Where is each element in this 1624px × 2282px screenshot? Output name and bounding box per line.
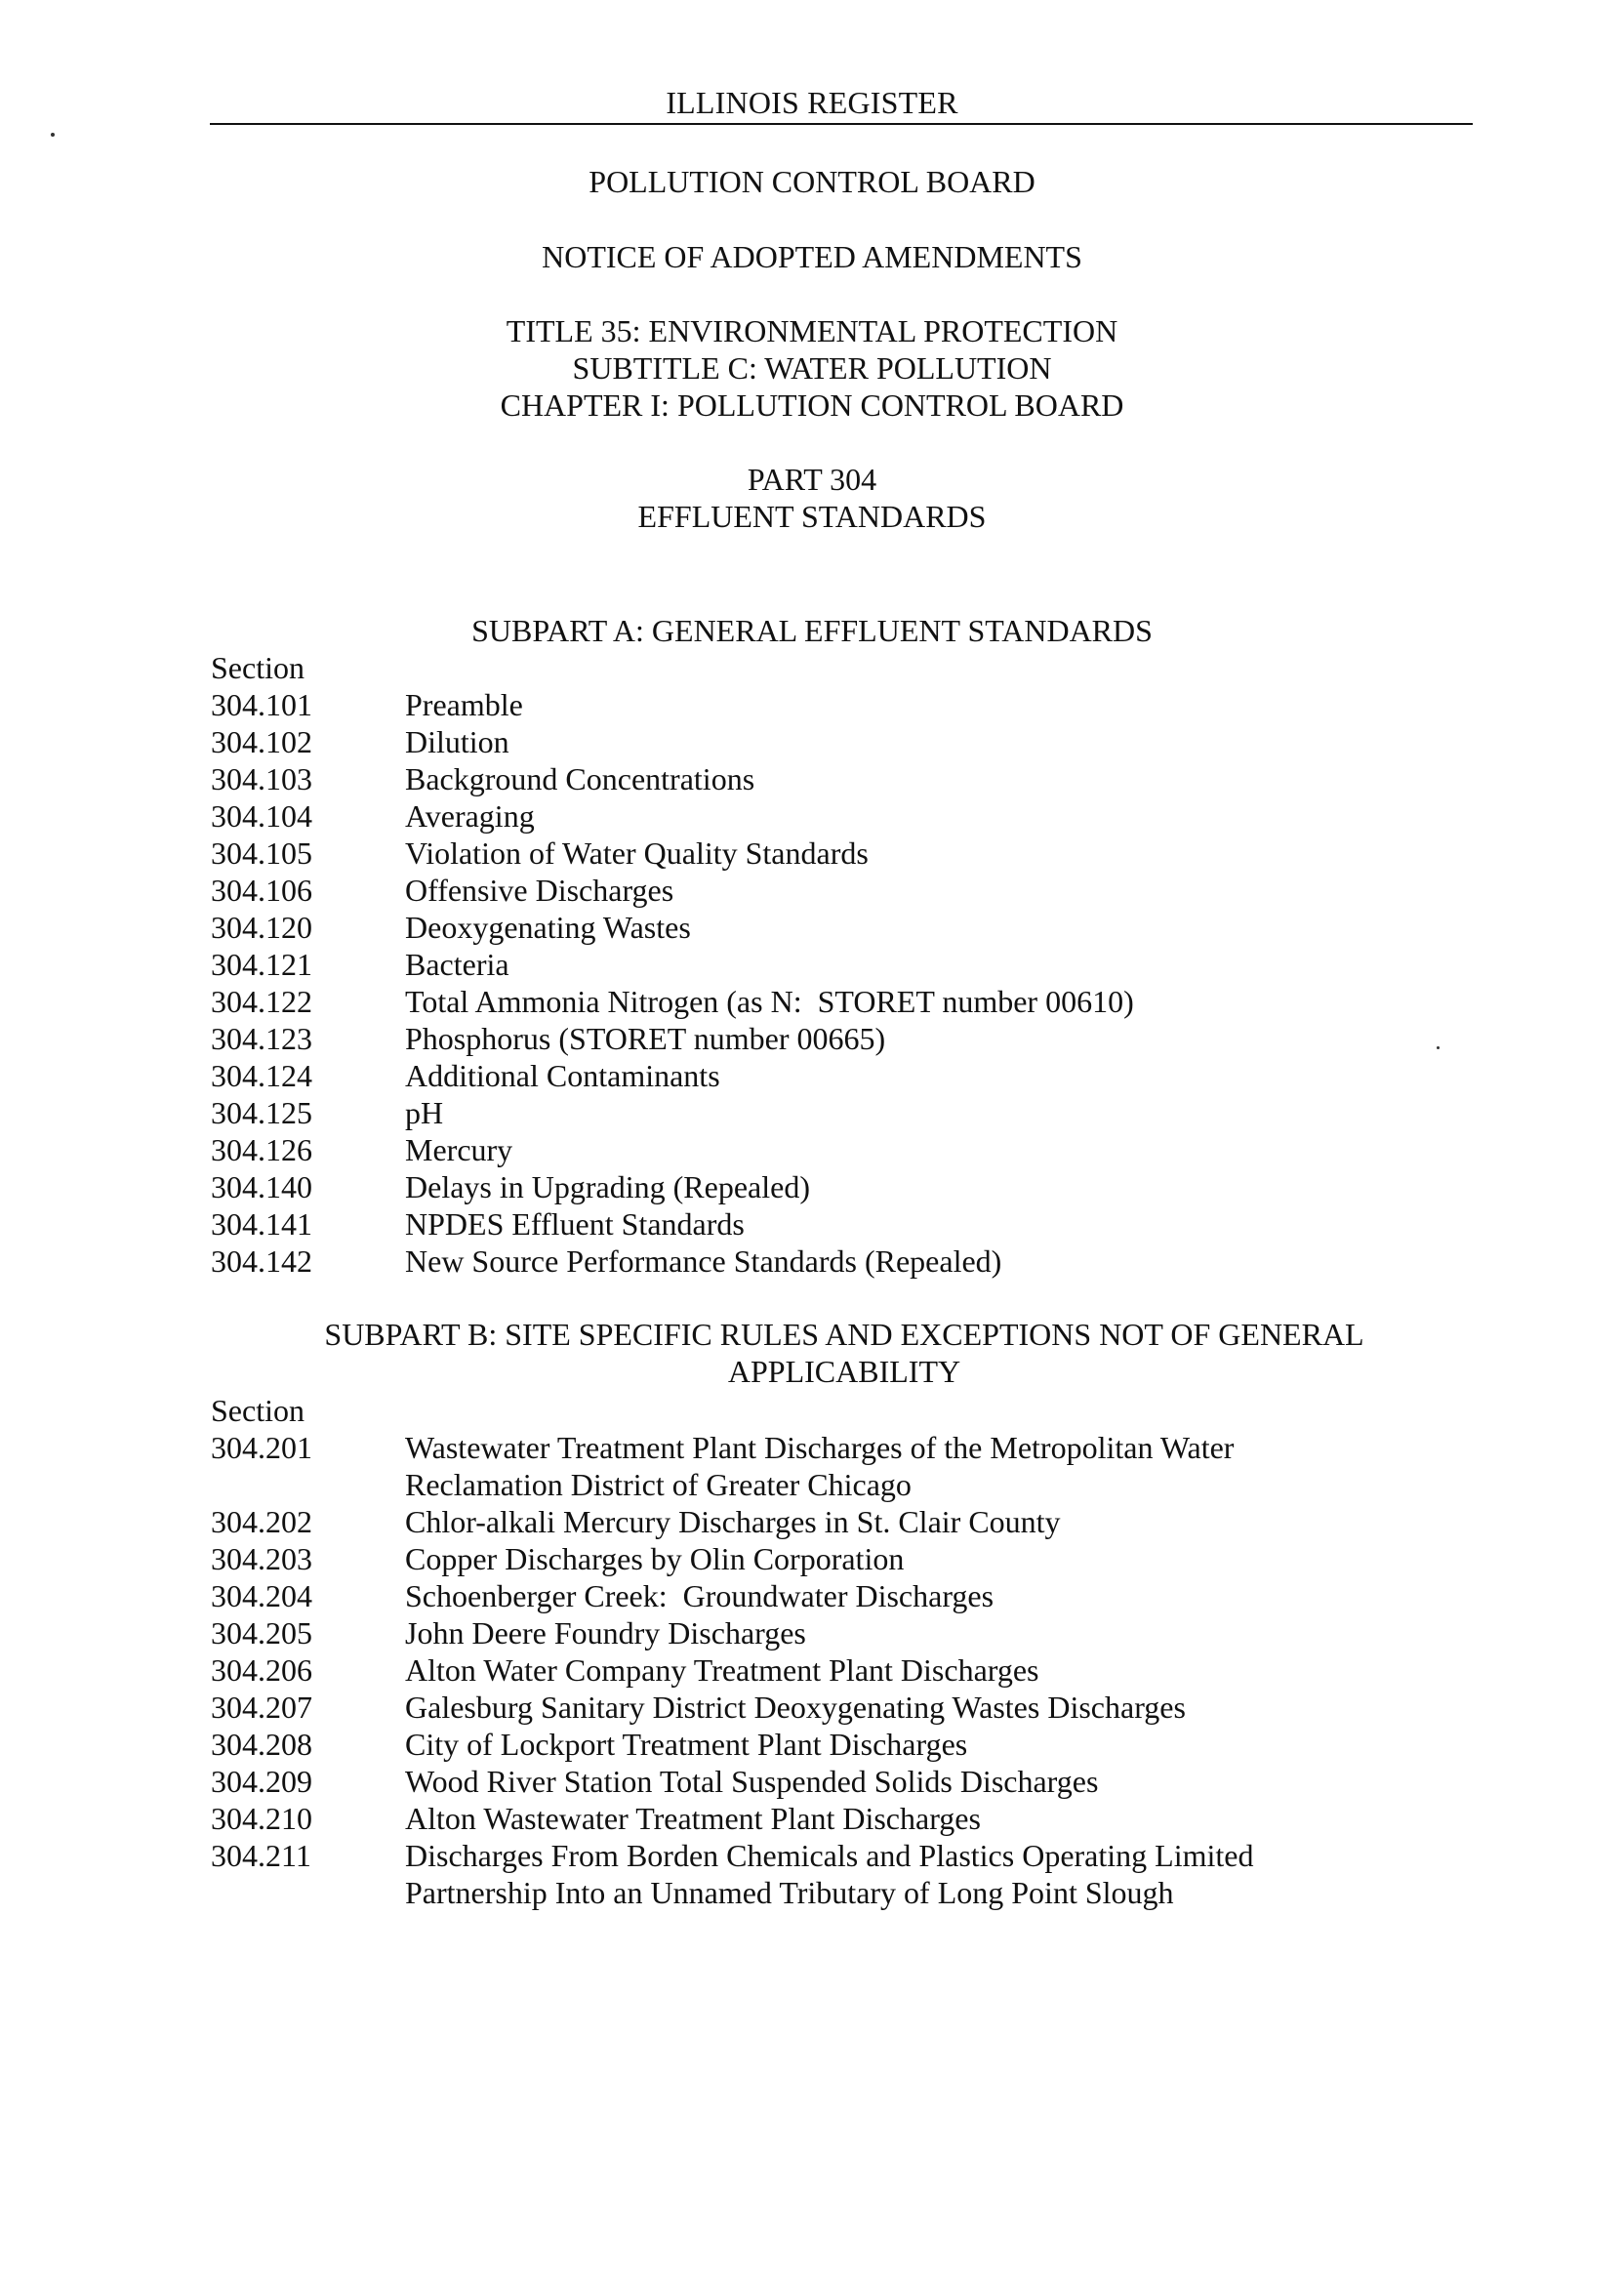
subpart-b-heading-line: APPLICABILITY [727, 1354, 961, 1389]
section-title-line: Partnership Into an Unnamed Tributary of Long Point Slough [405, 1875, 1174, 1910]
section-number: 304.203 [211, 1541, 312, 1576]
part-number-heading: PART 304 [747, 462, 877, 497]
section-number: 304.210 [211, 1801, 312, 1836]
section-number: 304.140 [211, 1169, 312, 1204]
section-row [211, 760, 1382, 797]
chapter-heading: CHAPTER I: POLLUTION CONTROL BOARD [500, 387, 1124, 423]
subpart-a-heading: SUBPART A: GENERAL EFFLUENT STANDARDS [471, 613, 1153, 648]
section-number: 304.106 [211, 873, 312, 908]
section-title: Alton Wastewater Treatment Plant Discharges [405, 1801, 981, 1836]
section-number: 304.201 [211, 1430, 312, 1465]
section-number: 304.141 [211, 1206, 312, 1242]
section-row [211, 1726, 1382, 1763]
section-number: 304.120 [211, 910, 312, 945]
section-number: 304.206 [211, 1652, 312, 1688]
part-name-heading: EFFLUENT STANDARDS [637, 499, 987, 534]
section-title-line: Wastewater Treatment Plant Discharges of the Metropolitan Water [405, 1430, 1235, 1465]
section-row [211, 797, 1382, 835]
section-title: New Source Performance Standards (Repealed) [405, 1243, 1002, 1279]
section-number: 304.101 [211, 687, 312, 722]
subtitle-heading: SUBTITLE C: WATER POLLUTION [572, 350, 1052, 386]
notice-heading: NOTICE OF ADOPTED AMENDMENTS [542, 239, 1082, 274]
section-number: 304.122 [211, 984, 312, 1019]
section-row [211, 909, 1382, 946]
register-title: ILLINOIS REGISTER [666, 85, 958, 120]
section-number: 304.208 [211, 1727, 312, 1762]
section-row [211, 1243, 1382, 1280]
section-title: Preamble [405, 687, 523, 722]
section-title: Copper Discharges by Olin Corporation [405, 1541, 905, 1576]
section-row [211, 1168, 1382, 1205]
section-number: 304.204 [211, 1578, 312, 1613]
section-number: 304.205 [211, 1615, 312, 1650]
section-number: 304.121 [211, 947, 312, 982]
section-row [211, 835, 1382, 872]
section-row [211, 872, 1382, 909]
section-title [405, 1429, 1382, 1503]
section-title: Bacteria [405, 947, 509, 982]
subpart-b-section-label: Section [211, 1393, 304, 1428]
section-title: Wood River Station Total Suspended Solids Discharges [405, 1764, 1099, 1799]
section-row [211, 1577, 1382, 1614]
section-title: Chlor-alkali Mercury Discharges in St. Clair County [405, 1504, 1061, 1539]
section-number: 304.105 [211, 835, 312, 871]
section-title [405, 1837, 1382, 1911]
section-title: Dilution [405, 724, 509, 759]
subpart-b-heading-line: SUBPART B: SITE SPECIFIC RULES AND EXCEPTIONS NOT OF GENERAL [324, 1317, 1364, 1352]
section-row [211, 1800, 1382, 1837]
section-number: 304.104 [211, 798, 312, 834]
header-rule [210, 123, 1473, 125]
section-row [211, 1837, 1382, 1911]
section-number: 304.207 [211, 1690, 312, 1725]
section-number: 304.125 [211, 1095, 312, 1130]
section-title: Deoxygenating Wastes [405, 910, 691, 945]
section-title: Alton Water Company Treatment Plant Discharges [405, 1652, 1039, 1688]
section-row [211, 1020, 1382, 1057]
section-row [211, 1503, 1382, 1540]
section-row [211, 1429, 1382, 1503]
board-heading: POLLUTION CONTROL BOARD [589, 164, 1035, 199]
section-title: Total Ammonia Nitrogen (as N: STORET number 00610) [405, 984, 1134, 1019]
section-title-line: Discharges From Borden Chemicals and Plastics Operating Limited [405, 1838, 1254, 1873]
section-title: Additional Contaminants [405, 1058, 720, 1093]
title-heading: TITLE 35: ENVIRONMENTAL PROTECTION [506, 313, 1118, 348]
section-title: Galesburg Sanitary District Deoxygenating Wastes Discharges [405, 1690, 1186, 1725]
section-row [211, 1205, 1382, 1243]
section-row [211, 1057, 1382, 1094]
section-number: 304.102 [211, 724, 312, 759]
section-row [211, 983, 1382, 1020]
section-row [211, 686, 1382, 723]
section-title: Background Concentrations [405, 761, 755, 796]
section-row [211, 723, 1382, 760]
section-row [211, 1651, 1382, 1689]
section-title: Phosphorus (STORET number 00665) [405, 1021, 886, 1056]
scan-speck [1437, 1046, 1440, 1049]
section-number: 304.103 [211, 761, 312, 796]
subpart-a-section-label: Section [211, 650, 304, 685]
subpart-a-section-list [211, 686, 1382, 1280]
section-number: 304.202 [211, 1504, 312, 1539]
subpart-b-heading [264, 1316, 1425, 1390]
section-title: NPDES Effluent Standards [405, 1206, 745, 1242]
section-title: Schoenberger Creek: Groundwater Discharges [405, 1578, 995, 1613]
section-row [211, 1131, 1382, 1168]
subpart-b-section-list [211, 1429, 1382, 1911]
section-title: pH [405, 1095, 444, 1130]
section-title: City of Lockport Treatment Plant Discharges [405, 1727, 968, 1762]
section-title: Violation of Water Quality Standards [405, 835, 869, 871]
section-number: 304.142 [211, 1243, 312, 1279]
section-title: Mercury [405, 1132, 513, 1167]
section-row [211, 946, 1382, 983]
section-row [211, 1540, 1382, 1577]
section-row [211, 1614, 1382, 1651]
section-number: 304.124 [211, 1058, 312, 1093]
section-row [211, 1763, 1382, 1800]
section-title: John Deere Foundry Discharges [405, 1615, 806, 1650]
section-number: 304.209 [211, 1764, 312, 1799]
section-number: 304.126 [211, 1132, 312, 1167]
section-title: Delays in Upgrading (Repealed) [405, 1169, 810, 1204]
section-title: Offensive Discharges [405, 873, 674, 908]
section-number: 304.211 [211, 1838, 311, 1873]
section-title: Averaging [405, 798, 535, 834]
section-title-line: Reclamation District of Greater Chicago [405, 1467, 912, 1502]
section-row [211, 1094, 1382, 1131]
section-row [211, 1689, 1382, 1726]
scan-speck [51, 133, 55, 137]
section-number: 304.123 [211, 1021, 312, 1056]
